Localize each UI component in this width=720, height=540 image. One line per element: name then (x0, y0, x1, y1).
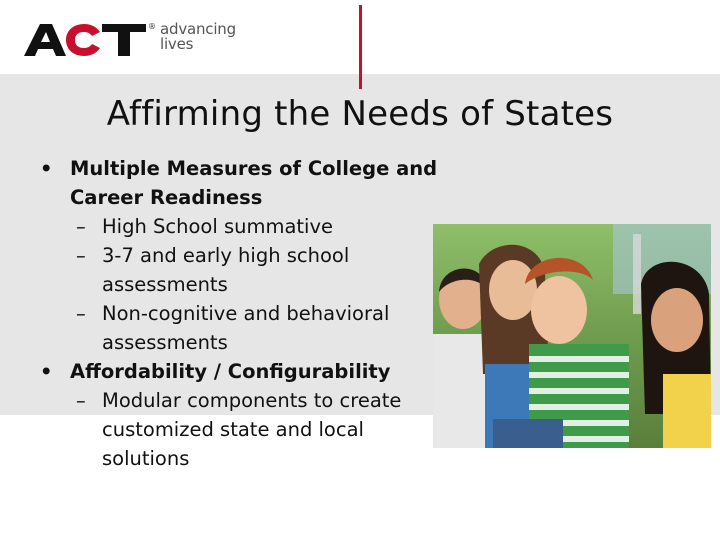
act-logo (22, 18, 262, 60)
bullet-text: Affordability / Configurability (70, 360, 391, 383)
header-divider (359, 5, 362, 89)
act-logo-mark (22, 18, 150, 60)
sub-bullet-text: 3-7 and early high school assessments (102, 244, 350, 296)
sub-bullet-text: Non-cognitive and behavioral assessments (102, 302, 390, 354)
students-photo-illustration (433, 224, 711, 448)
dash-icon: – (76, 215, 86, 238)
sub-bullet-item (40, 212, 440, 241)
logo-tagline (160, 22, 236, 52)
students-photo (433, 224, 711, 448)
bullet-dot-icon: • (40, 360, 53, 383)
sub-bullet-item (40, 386, 440, 473)
sub-bullet-text: High School summative (102, 215, 334, 238)
bullet-item (40, 154, 440, 212)
sub-bullet-item (40, 299, 440, 357)
dash-icon: – (76, 244, 86, 267)
bullet-item (40, 357, 440, 386)
dash-icon: – (76, 389, 86, 412)
sub-bullet-text: Modular components to create customized state and local solutions (102, 389, 402, 470)
dash-icon: – (76, 302, 86, 325)
slide-title: Affirming the Needs of States (106, 94, 614, 134)
bullet-text: Multiple Measures of College and Career Readiness (70, 157, 438, 209)
tagline-line-1: advancing (160, 20, 236, 38)
tagline-line-2: lives (160, 35, 194, 53)
registered-mark: ® (148, 22, 156, 31)
bullet-dot-icon: • (40, 157, 53, 180)
sub-bullet-item (40, 241, 440, 299)
slide-content (40, 154, 440, 473)
